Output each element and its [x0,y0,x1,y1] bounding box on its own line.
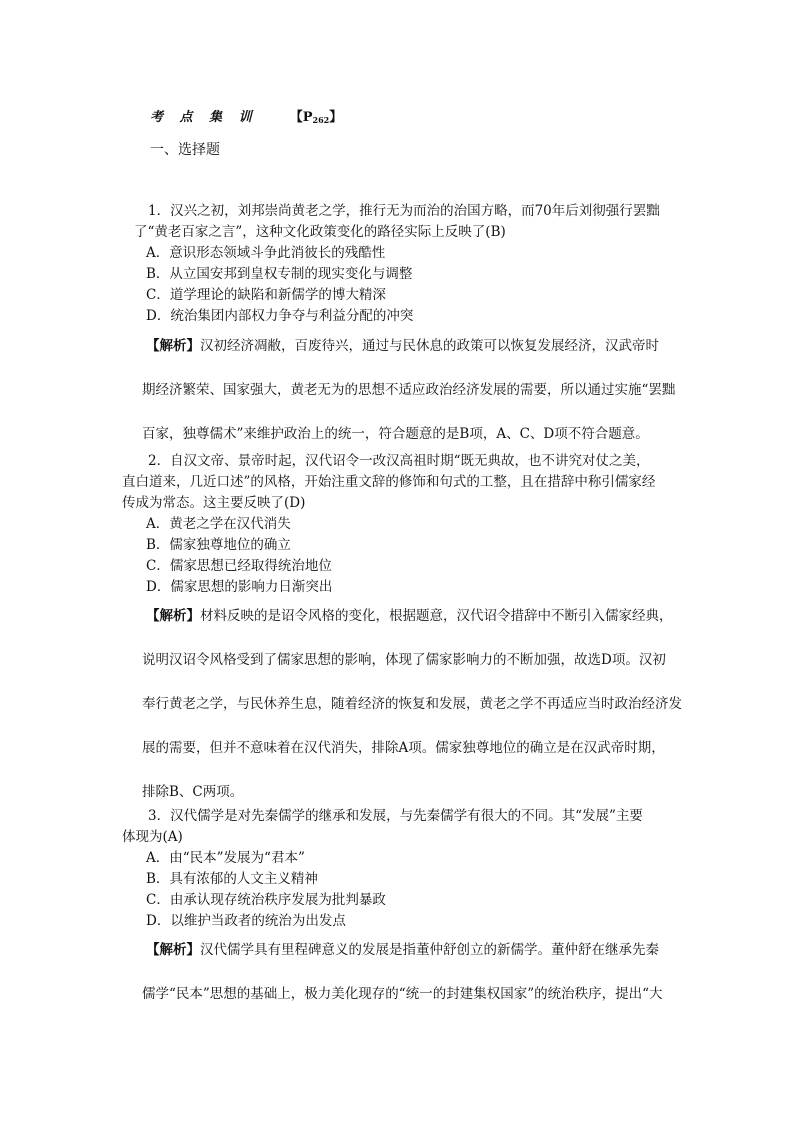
analysis-line: 材料反映的是诏令风格的变化，根据题意，汉代诏令措辞中不断引入儒家经典， [200,608,673,624]
question-stem-line: 直白道来，几近口述”的风格，开始注重文辞的修饰和句式的工整，且在措辞中称引儒家经 [122,474,656,490]
option-b: B．具有浓郁的人文主义精神 [146,871,318,887]
analysis-line: 期经济繁荣、国家强大，黄老无为的思想不适应政治经济发展的需要，所以通过实施“罢黜 [142,382,676,398]
analysis-2 [142,606,686,826]
analysis-line: 汉初经济凋敝，百废待兴，通过与民休息的政策可以恢复发展经济，汉武帝时 [200,338,659,354]
option-a: A．黄老之学在汉代消失 [146,516,291,532]
option-d: D．儒家思想的影响力日渐突出 [146,579,333,595]
section-title: 一、选择题 [150,142,220,158]
option-b: B．儒家独尊地位的确立 [146,537,291,553]
question-stem-line: 1．汉兴之初，刘邦崇尚黄老之学，推行无为而治的治国方略，而70年后刘彻强行罢黜 [148,203,660,219]
analysis-line: 儒学“民本”思想的基础上，极力美化现存的“统一的封建集权国家”的统治秩序，提出“大 [142,986,663,1002]
analysis-tag: 【解析】 [146,608,200,624]
page-reference: 【$P_{262}$】 [289,110,343,125]
analysis-3 [142,940,686,1028]
option-c: C．由承认现存统治秩序发展为批判暴政 [146,892,386,908]
analysis-tag: 【解析】 [146,338,200,354]
analysis-line: 展的需要，但并不意味着在汉代消失，排除A项。儒家独尊地位的确立是在汉武帝时期， [142,740,665,756]
option-a: A．意识形态领域斗争此消彼长的残酷性 [146,245,386,261]
question-3 [122,806,686,932]
option-a: A．由“民本”发展为“君本” [146,850,305,866]
question-stem-line: 3．汉代儒学是对先秦儒学的继承和发展，与先秦儒学有很大的不同。其“发展”主要 [148,808,643,824]
option-c: C．道学理论的缺陷和新儒学的博大精深 [146,287,386,303]
question-stem-line: 了“黄老百家之言”，这种文化政策变化的路径实际上反映了(B) [134,224,506,240]
question-stem-line: 传成为常态。这主要反映了(D) [122,495,306,511]
question-stem-line: 体现为(A) [122,829,183,845]
option-d: D．以维护当政者的统治为出发点 [146,913,346,929]
analysis-line: 奉行黄老之学，与民休养生息，随着经济的恢复和发展，黄老之学不再适应当时政治经济发 [142,696,682,712]
header-title: 考 点 集 训 [150,110,258,125]
option-c: C．儒家思想已经取得统治地位 [146,558,332,574]
analysis-line: 排除B、C两项。 [142,784,244,800]
question-2 [122,451,686,598]
analysis-line: 百家，独尊儒术”来维护政治上的统一，符合题意的是B项，A、C、D项不符合题意。 [142,426,649,442]
question-1 [134,201,686,327]
analysis-1 [142,336,686,468]
page-header [150,106,342,125]
option-d: D．统治集团内部权力争夺与利益分配的冲突 [146,308,414,324]
option-b: B．从立国安邦到皇权专制的现实变化与调整 [146,266,413,282]
analysis-tag: 【解析】 [146,942,200,958]
analysis-line: 汉代儒学具有里程碑意义的发展是指董仲舒创立的新儒学。董仲舒在继承先秦 [200,942,659,958]
question-stem-line: 2．自汉文帝、景帝时起，汉代诏令一改汉高祖时期“既无典故，也不讲究对仗之美， [148,453,650,469]
analysis-line: 说明汉诏令风格受到了儒家思想的影响，体现了儒家影响力的不断加强，故选D项。汉初 [142,652,666,668]
